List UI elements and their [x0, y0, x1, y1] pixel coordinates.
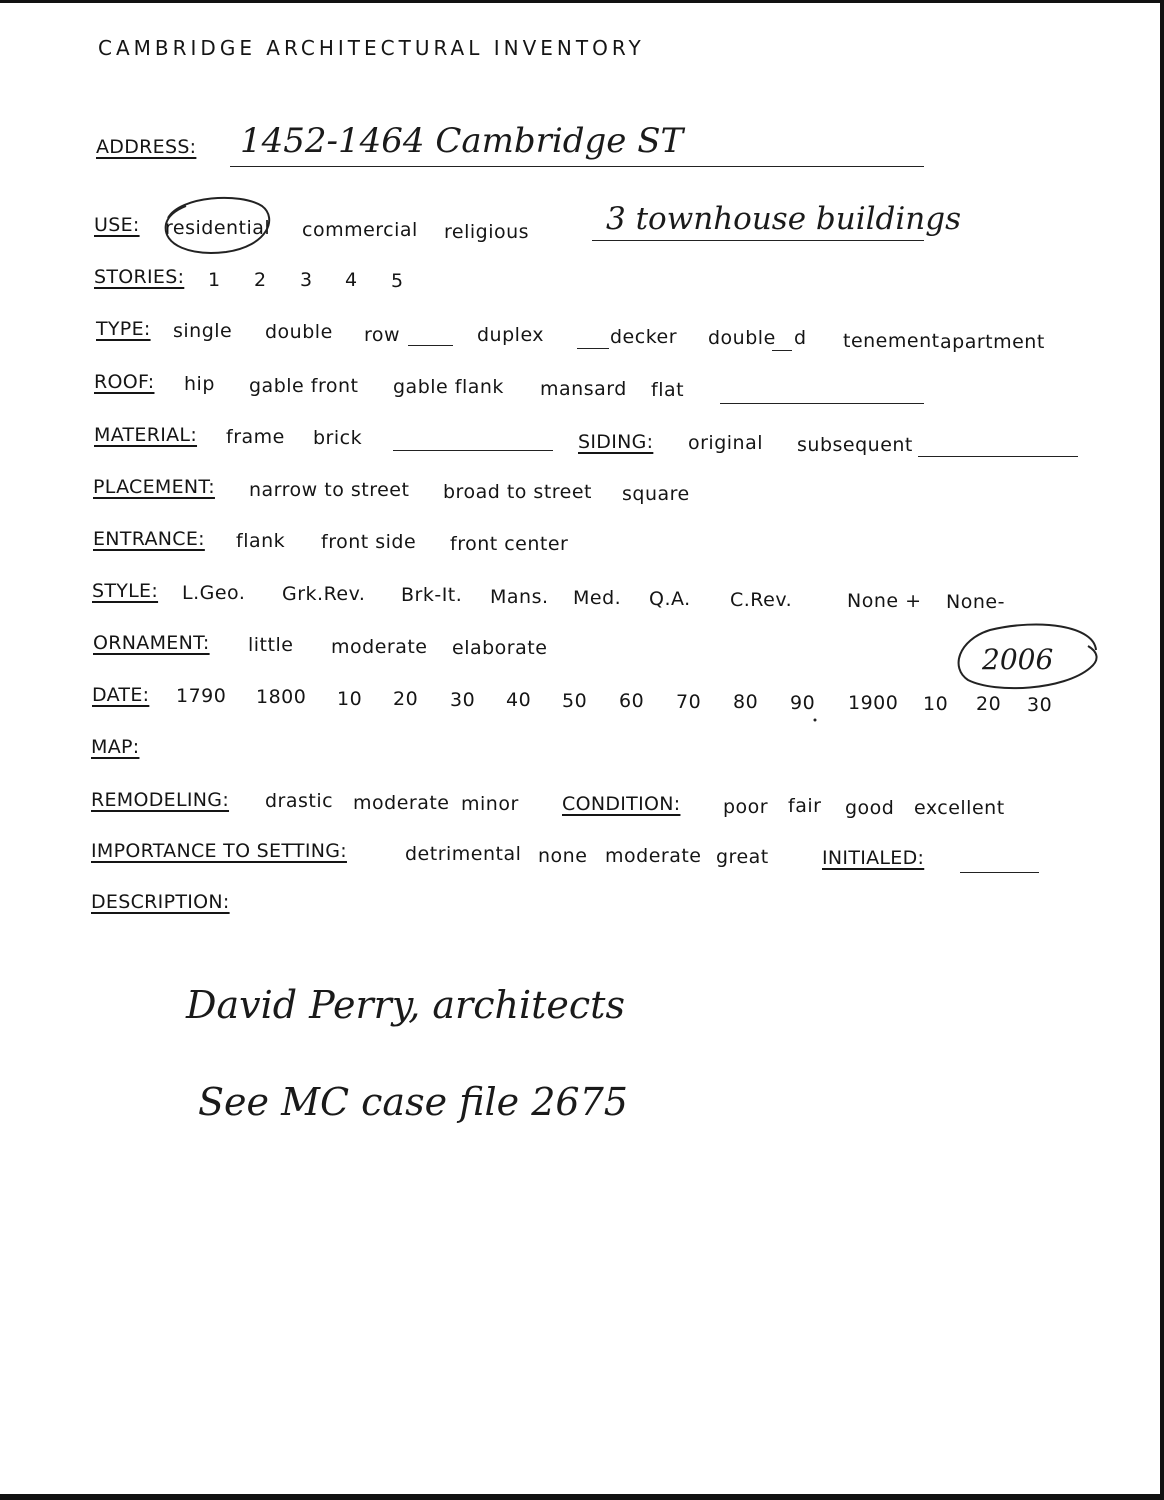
ornament-option-elaborate: elaborate	[452, 637, 548, 659]
importance-option-moderate: moderate	[605, 845, 702, 867]
scan-edge-bottom	[0, 1494, 1164, 1500]
ornament-label: ORNAMENT:	[93, 632, 210, 654]
use-label: USE:	[94, 214, 140, 236]
roof-option-gable-flank: gable flank	[393, 376, 504, 398]
scan-edge-right	[1160, 0, 1164, 1500]
address-label: ADDRESS:	[96, 136, 197, 158]
stories-option-2: 2	[254, 269, 267, 291]
date-option-1800: 1800	[256, 686, 307, 708]
stories-option-4: 4	[345, 269, 358, 291]
condition-option-good: good	[845, 797, 895, 819]
placement-option-square: square	[622, 483, 690, 505]
date-option-1930: 30	[1027, 694, 1053, 716]
remodeling-option-moderate: moderate	[353, 792, 450, 814]
importance-option-none: none	[538, 845, 588, 867]
importance-label: IMPORTANCE TO SETTING:	[91, 840, 347, 862]
date-option-20: 20	[393, 688, 419, 710]
condition-option-fair: fair	[788, 795, 822, 817]
initialed-blank	[960, 872, 1039, 873]
style-option-none-plus: None +	[847, 590, 922, 612]
style-option-grkrev: Grk.Rev.	[282, 583, 366, 605]
use-option-commercial: commercial	[302, 219, 418, 241]
style-option-mans: Mans.	[490, 586, 549, 608]
type-option-d: d	[794, 327, 807, 349]
type-option-row: row	[364, 324, 401, 346]
scan-speck	[814, 719, 817, 722]
entrance-option-front-side: front side	[321, 531, 417, 553]
type-option-double-d: double	[708, 327, 776, 349]
placement-option-broad: broad to street	[443, 481, 593, 503]
date-option-30: 30	[450, 689, 476, 711]
style-option-med: Med.	[573, 587, 622, 609]
style-option-none-minus: None-	[946, 591, 1005, 613]
style-option-lgeo: L.Geo.	[182, 582, 246, 604]
stories-option-5: 5	[391, 270, 404, 292]
remodeling-option-minor: minor	[461, 793, 519, 815]
material-label: MATERIAL:	[94, 424, 198, 446]
stories-option-1: 1	[208, 269, 221, 291]
siding-label: SIDING:	[578, 431, 654, 453]
roof-option-flat: flat	[651, 379, 685, 401]
remodeling-option-drastic: drastic	[265, 790, 334, 812]
condition-option-poor: poor	[723, 796, 769, 818]
date-option-40: 40	[506, 689, 532, 711]
date-option-80: 80	[733, 691, 759, 713]
type-option-double: double	[265, 321, 333, 343]
use-option-religious: religious	[444, 221, 530, 243]
date-option-1920: 20	[976, 693, 1002, 715]
roof-label: ROOF:	[94, 371, 155, 393]
description-line-architect: David Perry, architects	[186, 983, 625, 1027]
type-option-single: single	[173, 320, 233, 342]
type-option-apartment: apartment	[940, 331, 1045, 353]
type-double-d-blank	[772, 350, 792, 351]
entrance-label: ENTRANCE:	[93, 528, 205, 550]
siding-option-subsequent: subsequent	[797, 434, 913, 456]
type-label: TYPE:	[96, 318, 151, 340]
date-option-1900: 1900	[848, 692, 899, 714]
condition-option-excellent: excellent	[914, 797, 1005, 819]
address-value: 1452-1464 Cambridge ST	[240, 121, 684, 161]
date-handwritten-value: 2006	[982, 643, 1054, 676]
entrance-option-front-center: front center	[450, 533, 569, 555]
style-option-crev: C.Rev.	[730, 589, 793, 611]
material-other-blank	[393, 450, 553, 451]
ornament-option-little: little	[248, 634, 294, 656]
roof-option-gable-front: gable front	[249, 375, 359, 397]
type-option-duplex: duplex	[477, 324, 545, 346]
style-option-qa: Q.A.	[649, 588, 691, 610]
date-option-1790: 1790	[176, 685, 227, 707]
type-option-tenement: tenement	[843, 330, 940, 352]
use-note: 3 townhouse buildings	[606, 201, 962, 237]
style-option-brkit: Brk-It.	[401, 584, 463, 606]
use-note-line	[592, 240, 924, 241]
date-option-60: 60	[619, 690, 645, 712]
scan-edge-top	[0, 0, 1164, 3]
address-line	[230, 166, 924, 167]
stories-option-3: 3	[300, 269, 313, 291]
description-label: DESCRIPTION:	[91, 891, 230, 913]
date-option-90: 90	[790, 692, 816, 714]
placement-label: PLACEMENT:	[93, 476, 215, 498]
remodeling-label: REMODELING:	[91, 789, 230, 811]
ornament-option-moderate: moderate	[331, 636, 428, 658]
entrance-option-flank: flank	[236, 530, 286, 552]
form-title: CAMBRIDGE ARCHITECTURAL INVENTORY	[98, 36, 645, 60]
siding-option-original: original	[688, 432, 764, 454]
roof-option-mansard: mansard	[540, 378, 627, 400]
date-option-50: 50	[562, 690, 588, 712]
type-row-blank	[408, 345, 453, 346]
placement-option-narrow: narrow to street	[249, 479, 410, 501]
material-option-frame: frame	[226, 426, 285, 448]
roof-other-blank	[720, 403, 924, 404]
roof-option-hip: hip	[184, 373, 215, 395]
map-label: MAP:	[91, 736, 140, 758]
date-option-10: 10	[337, 688, 363, 710]
condition-label: CONDITION:	[562, 793, 681, 815]
type-option-decker: decker	[610, 326, 678, 348]
initialed-label: INITIALED:	[822, 847, 925, 869]
date-option-70: 70	[676, 691, 702, 713]
siding-other-blank	[918, 456, 1078, 457]
date-option-1910: 10	[923, 693, 949, 715]
material-option-brick: brick	[313, 427, 363, 449]
description-line-case-file: See MC case file 2675	[198, 1080, 628, 1124]
importance-option-great: great	[716, 846, 769, 868]
date-label: DATE:	[92, 684, 150, 706]
use-option-residential: residential	[165, 217, 271, 239]
style-label: STYLE:	[92, 580, 159, 602]
type-decker-blank	[577, 348, 609, 349]
stories-label: STORIES:	[94, 266, 185, 288]
importance-option-detrimental: detrimental	[405, 843, 522, 865]
